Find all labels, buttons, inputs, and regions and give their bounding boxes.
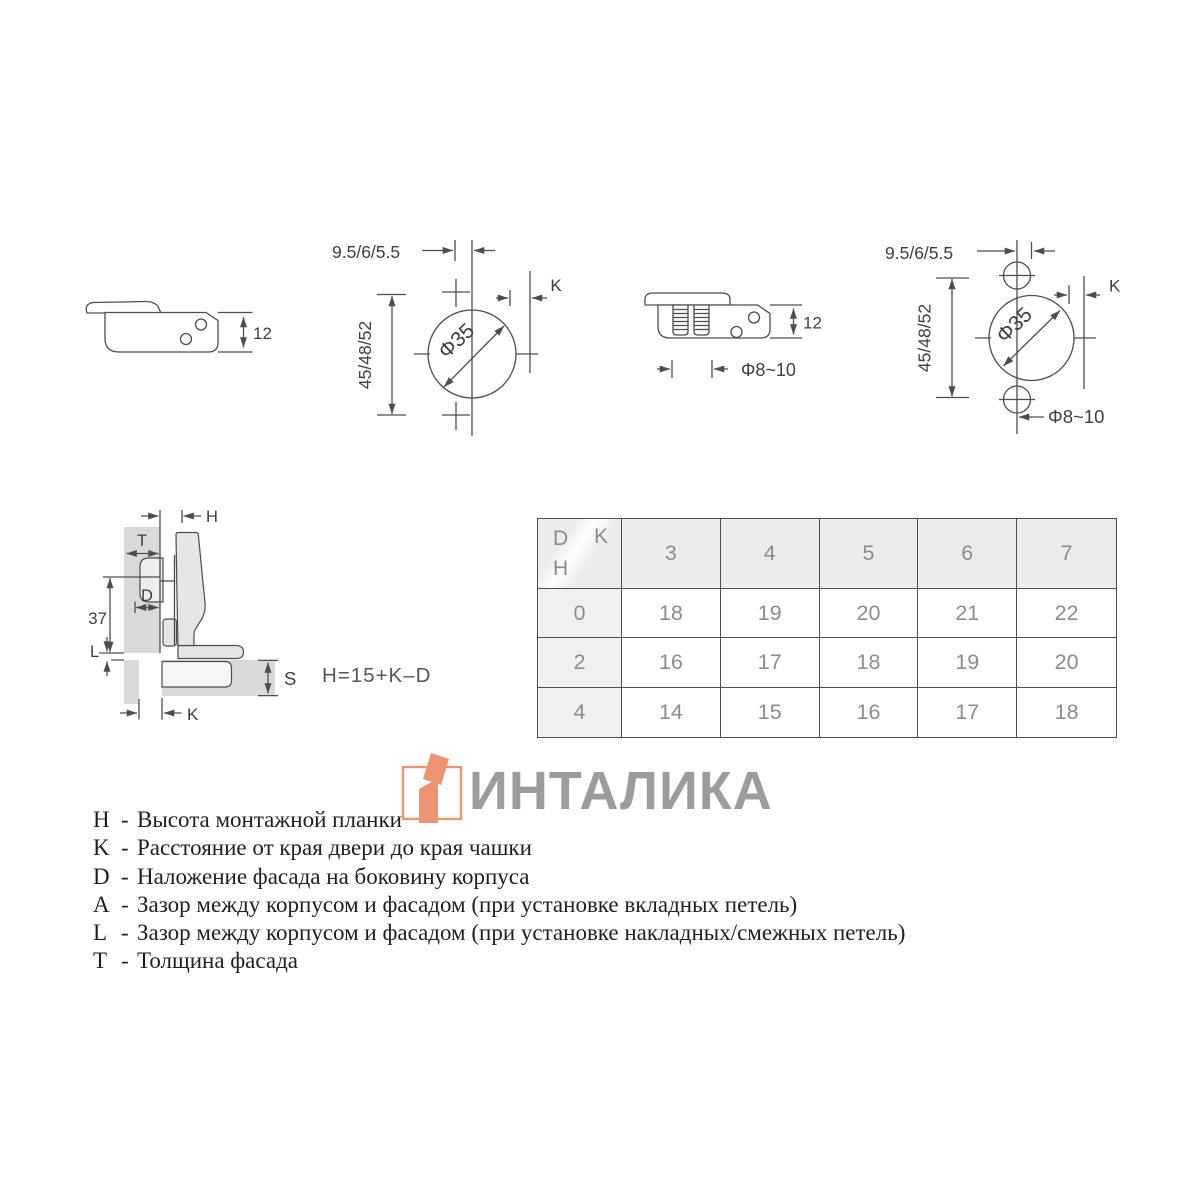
s-dimension-label: S: [284, 668, 297, 689]
table-value: 18: [820, 638, 919, 687]
legend-line-a: [93, 891, 905, 919]
l-dimension-label: L: [90, 643, 100, 661]
column-header: 5: [820, 519, 919, 589]
corner-d-label: D: [553, 527, 569, 550]
legend-text: Высота монтажной планки: [137, 807, 402, 832]
corner-k-label: K: [593, 525, 608, 548]
table-value: 16: [622, 638, 721, 687]
hole-spacing-label: 45/48/52: [914, 303, 935, 373]
table-value: 20: [1017, 638, 1116, 687]
table-value: 18: [1017, 688, 1116, 737]
table-value: 16: [820, 688, 919, 737]
hole-spacing-label: 45/48/52: [355, 320, 375, 390]
hinge-dimension-table: [537, 518, 1117, 738]
legend-separator: -: [121, 807, 129, 832]
hinge-side-view-screw-diagram: [80, 280, 300, 400]
legend-separator: -: [121, 948, 129, 974]
cabinet-side-panel: [124, 660, 139, 704]
k-dimension-label: K: [1109, 276, 1121, 296]
table-value: 19: [918, 638, 1017, 687]
table-value: 17: [918, 688, 1017, 737]
cup-depth-label: 12: [803, 313, 822, 333]
legend-text: Расстояние от края двери до края чашки: [137, 835, 532, 861]
drill-pattern-screw-diagram: [320, 223, 580, 453]
column-header: 4: [721, 519, 820, 589]
cup-distance-label: 37: [88, 609, 107, 628]
legend-text: Зазор между корпусом и фасадом (при установке накладных/смежных петель): [137, 920, 906, 946]
table-value: 20: [820, 589, 919, 638]
intalika-logo-text: ИНТАЛИКА: [469, 761, 773, 821]
row-header: 4: [538, 688, 622, 737]
d-dimension-label: D: [141, 587, 153, 605]
legend-text: Наложение фасада на боковину корпуса: [137, 863, 530, 889]
table-value: 17: [721, 638, 820, 687]
dowel-diameter-label: Φ8~10: [1048, 406, 1105, 427]
legend-line-t: [93, 947, 905, 975]
table-value: 22: [1017, 589, 1116, 638]
table-value: 14: [622, 688, 721, 737]
hinge-arm: [176, 533, 205, 646]
cup-diameter-label: Φ35: [992, 303, 1037, 348]
legend-line-k: [93, 834, 905, 862]
h-dimension-label: H: [206, 508, 218, 526]
legend-separator: -: [121, 863, 129, 889]
hinge-cap: [645, 293, 730, 305]
edge-offset-label: 9.5/6/5.5: [332, 242, 401, 262]
row-header: 2: [538, 638, 622, 687]
table-value: 18: [622, 589, 721, 638]
row-header: 0: [538, 589, 622, 638]
cup-diameter-label: Φ35: [434, 319, 480, 364]
dowel-diameter-label: Φ8~10: [741, 360, 796, 380]
legend-separator: -: [121, 891, 129, 917]
edge-offset-label: 9.5/6/5.5: [885, 243, 954, 263]
hinge-arm-foot: [178, 646, 244, 659]
hinge-cross-section-diagram: [82, 502, 317, 727]
legend-key: H: [93, 807, 110, 832]
legend-key: L: [93, 920, 108, 946]
legend-separator: -: [121, 920, 129, 946]
legend-text: Толщина фасада: [137, 948, 298, 974]
legend-key: K: [93, 835, 110, 861]
table-value: 21: [918, 589, 1017, 638]
t-dimension-label: T: [136, 532, 148, 550]
legend-key: T: [93, 948, 108, 974]
table-corner-cell: [538, 519, 622, 589]
table-value: 15: [721, 688, 820, 737]
corner-h-label: H: [553, 557, 569, 580]
legend-line-h: [93, 806, 905, 834]
drill-pattern-dowel-diagram: [880, 228, 1140, 448]
k-dimension-label: K: [187, 705, 199, 724]
table-value: 19: [721, 589, 820, 638]
legend-text: Зазор между корпусом и фасадом (при установке вкладных петель): [137, 891, 798, 917]
cup-depth-label: 12: [253, 324, 272, 343]
legend-key: A: [93, 891, 110, 917]
column-header: 7: [1017, 519, 1116, 589]
hinge-cap: [86, 302, 161, 314]
mounting-formula: H=15+K–D: [322, 664, 432, 687]
legend-line-d: [93, 863, 905, 891]
legend-separator: -: [121, 835, 129, 861]
column-header: 6: [918, 519, 1017, 589]
mounting-plate: [162, 662, 232, 688]
legend-key: D: [93, 863, 110, 889]
k-dimension-label: K: [550, 276, 562, 295]
hinge-side-view-dowel-diagram: [630, 280, 850, 400]
column-header: 3: [622, 519, 721, 589]
legend: [93, 806, 905, 976]
legend-line-l: [93, 919, 905, 947]
